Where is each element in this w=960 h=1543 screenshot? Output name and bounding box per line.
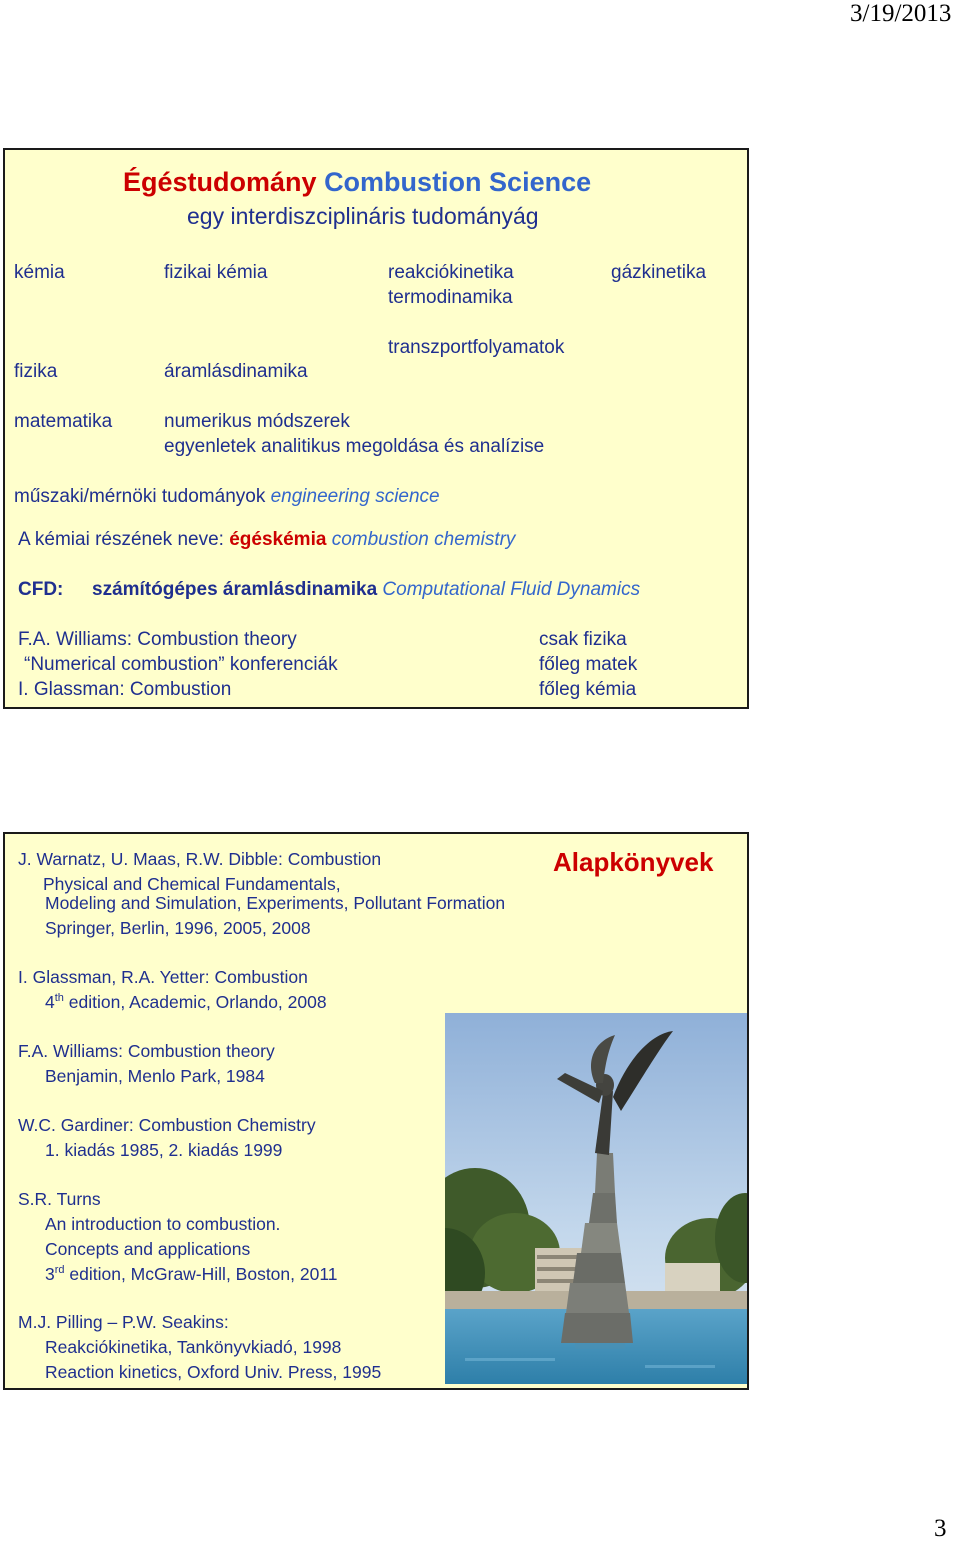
note-csak-fizika: csak fizika bbox=[539, 629, 627, 650]
book-turns-author: S.R. Turns bbox=[18, 1189, 101, 1209]
book-warnatz-line3: Springer, Berlin, 1996, 2005, 2008 bbox=[45, 918, 311, 938]
chemistry-name-line bbox=[18, 529, 515, 551]
book-turns-edition bbox=[45, 1263, 338, 1285]
chemistry-prefix: A kémiai részének neve: bbox=[18, 529, 224, 550]
book-glassman-author: I. Glassman, R.A. Yetter: Combustion bbox=[18, 967, 308, 987]
discipline-reakciokinetika: reakciókinetika bbox=[388, 262, 514, 283]
statue-photo bbox=[445, 1013, 747, 1384]
book-gardiner-author: W.C. Gardiner: Combustion Chemistry bbox=[18, 1115, 316, 1135]
cfd-line bbox=[92, 579, 640, 601]
book-warnatz-line2: Modeling and Simulation, Experiments, Pollutant Formation bbox=[45, 893, 506, 913]
book-warnatz-author: J. Warnatz, U. Maas, R.W. Dibble: Combustion bbox=[18, 849, 382, 869]
edition-suffix: th bbox=[54, 992, 64, 1004]
title-hungarian: Égéstudomány bbox=[123, 167, 317, 197]
book-williams-author: F.A. Williams: Combustion theory bbox=[18, 1041, 275, 1061]
cfd-english: Computational Fluid Dynamics bbox=[382, 579, 641, 600]
discipline-aramlasdinamika: áramlásdinamika bbox=[164, 361, 308, 382]
discipline-fizikai-kemia: fizikai kémia bbox=[164, 262, 268, 283]
discipline-matematika: matematika bbox=[14, 411, 113, 432]
edition-number: 3 bbox=[45, 1264, 55, 1284]
note-foleg-kemia: főleg kémia bbox=[539, 679, 637, 700]
statue-photo-graphic bbox=[445, 1013, 747, 1384]
cfd-hungarian: számítógépes áramlásdinamika bbox=[92, 579, 378, 600]
slide-heading: Alapkönyvek bbox=[553, 847, 714, 877]
edition-number: 4 bbox=[45, 992, 55, 1012]
page-number: 3 bbox=[934, 1515, 947, 1542]
engineering-science-text: engineering science bbox=[270, 486, 440, 507]
book-pilling-line2: Reaction kinetics, Oxford Univ. Press, 1995 bbox=[45, 1362, 382, 1382]
book-williams-line1: Benjamin, Menlo Park, 1984 bbox=[45, 1066, 265, 1086]
cfd-label: CFD: bbox=[18, 579, 64, 600]
egeskemia-text: égéskémia bbox=[229, 529, 327, 550]
ref-williams: F.A. Williams: Combustion theory bbox=[18, 629, 297, 650]
slide-title bbox=[123, 166, 591, 198]
book-pilling-line1: Reakciókinetika, Tankönyvkiadó, 1998 bbox=[45, 1337, 342, 1357]
combustion-chemistry-text: combustion chemistry bbox=[331, 529, 516, 550]
book-glassman-edition bbox=[45, 991, 327, 1013]
engineering-line bbox=[14, 486, 440, 508]
edition-rest: edition, McGraw-Hill, Boston, 2011 bbox=[64, 1264, 338, 1284]
book-pilling-author: M.J. Pilling – P.W. Seakins: bbox=[18, 1312, 229, 1332]
discipline-transzportfolyamatok: transzportfolyamatok bbox=[388, 337, 565, 358]
book-warnatz-line1: Physical and Chemical Fundamentals, bbox=[43, 874, 341, 894]
title-english: Combustion Science bbox=[324, 167, 592, 197]
discipline-termodinamika: termodinamika bbox=[388, 287, 513, 308]
discipline-kemia: kémia bbox=[14, 262, 65, 283]
discipline-fizika: fizika bbox=[14, 361, 58, 382]
discipline-gazkinetika: gázkinetika bbox=[611, 262, 707, 283]
slide-alapkonyvek bbox=[3, 832, 749, 1390]
ref-glassman: I. Glassman: Combustion bbox=[18, 679, 232, 700]
slide-combustion-science bbox=[3, 148, 749, 709]
muszaki-text: műszaki/mérnöki tudományok bbox=[14, 486, 266, 507]
edition-rest: edition, Academic, Orlando, 2008 bbox=[63, 992, 327, 1012]
discipline-numerikus: numerikus módszerek bbox=[164, 411, 350, 432]
edition-suffix: rd bbox=[54, 1264, 65, 1276]
ref-numerical-combustion: “Numerical combustion” konferenciák bbox=[24, 654, 338, 675]
book-gardiner-line1: 1. kiadás 1985, 2. kiadás 1999 bbox=[45, 1140, 283, 1160]
page-date: 3/19/2013 bbox=[850, 0, 952, 27]
book-turns-line2: Concepts and applications bbox=[45, 1239, 251, 1259]
book-turns-line1: An introduction to combustion. bbox=[45, 1214, 281, 1234]
discipline-egyenletek: egyenletek analitikus megoldása és analízise bbox=[164, 436, 545, 457]
slide-subtitle: egy interdiszciplináris tudományág bbox=[187, 203, 539, 229]
note-foleg-matek: főleg matek bbox=[539, 654, 638, 675]
